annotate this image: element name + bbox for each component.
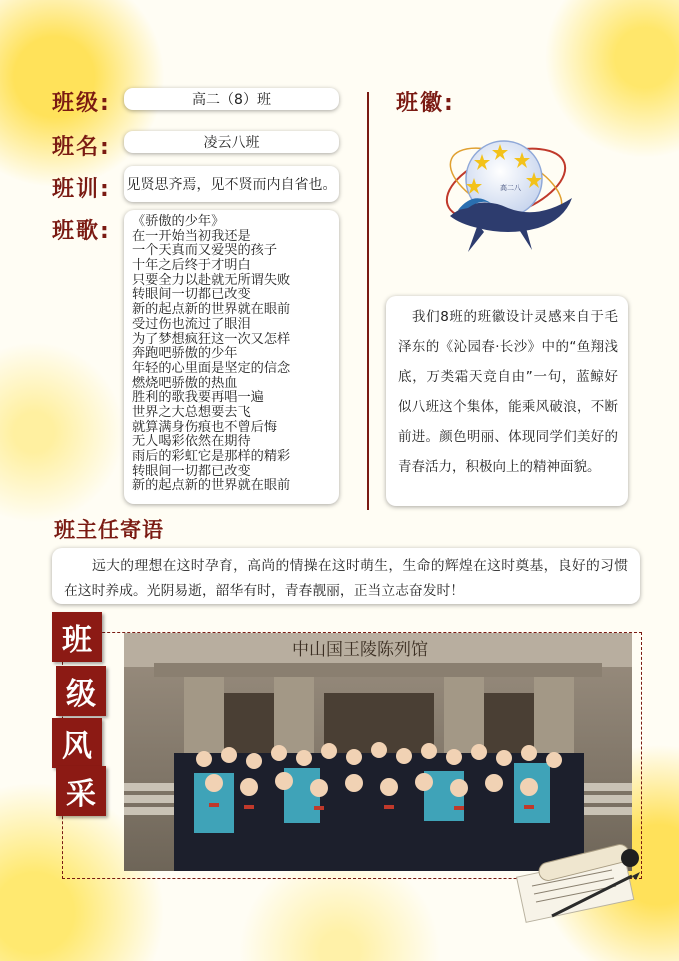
class-emblem-label: 班徽: <box>396 91 455 116</box>
class-style-char: 采 <box>56 766 106 816</box>
class-song-lyrics <box>124 210 339 504</box>
column-divider <box>367 92 369 510</box>
song-line: 只要全力以赴就无所谓失败 <box>132 272 291 288</box>
emblem-badge-text: 高二八 <box>500 184 521 192</box>
class-motto-label: 班训: <box>52 177 111 202</box>
building-sign: 中山国王陵陈列馆 <box>292 640 428 660</box>
song-line: 十年之后终于才明白 <box>132 258 251 274</box>
song-line: 世界之大总想要去飞 <box>132 404 251 420</box>
song-line: 奔跑吧骄傲的少年 <box>132 346 238 362</box>
song-line: 胜利的歌我要再唱一遍 <box>132 390 264 406</box>
class-song-label: 班歌: <box>52 219 111 244</box>
scroll-brush-decoration <box>512 836 642 926</box>
head-teacher-message: 远大的理想在这时孕育，高尚的情操在这时萌生，生命的辉煌在这时奠基，良好的习惯在这时养成。光阴易逝，韶华有时，青春靓丽，正当立志奋发时！ <box>52 548 640 604</box>
song-line: 雨后的彩虹它是那样的精彩 <box>132 449 291 464</box>
song-line: 转眼间一切都已改变 <box>132 463 251 479</box>
head-teacher-title: 班主任寄语 <box>54 518 164 542</box>
class-name-value: 凌云八班 <box>124 131 339 153</box>
class-style-char: 班 <box>52 612 102 662</box>
song-line: 年轻的心里面是坚定的信念 <box>132 360 291 376</box>
class-emblem <box>438 124 580 262</box>
song-line: 受过伤也流过了眼泪 <box>132 316 251 332</box>
class-style-char: 风 <box>52 718 102 768</box>
class-label: 班级: <box>52 91 111 116</box>
song-line: 燃烧吧骄傲的热血 <box>132 375 238 391</box>
song-line: 在一开始当初我还是 <box>132 228 251 244</box>
song-line: 为了梦想疯狂这一次又怎样 <box>132 331 291 347</box>
class-name-label: 班名: <box>52 135 111 160</box>
class-value: 高二（8）班 <box>124 88 339 110</box>
song-line: 新的起点新的世界就在眼前 <box>132 478 291 494</box>
emblem-description: 我们8班的班徽设计灵感来自于毛泽东的《沁园春·长沙》中的“鱼翔浅底，万类霜天竞自由”一句，蓝鲸好似八班这个集体，能乘风破浪，不断前进。颜色明丽、体现同学们美好的青春活力，积极向上的精神面貌。 <box>386 296 628 506</box>
song-line: 新的起点新的世界就在眼前 <box>132 302 291 318</box>
song-line: 《骄傲的少年》 <box>132 214 225 229</box>
song-line: 无人喝彩依然在期待 <box>132 434 251 450</box>
song-line: 就算满身伤痕也不曾后悔 <box>132 419 278 435</box>
song-line: 一个天真而又爱哭的孩子 <box>132 243 278 259</box>
song-line: 转眼间一切都已改变 <box>132 287 251 303</box>
class-style-char: 级 <box>56 666 106 716</box>
class-motto-value: 见贤思齐焉，见不贤而内自省也。 <box>124 166 339 202</box>
